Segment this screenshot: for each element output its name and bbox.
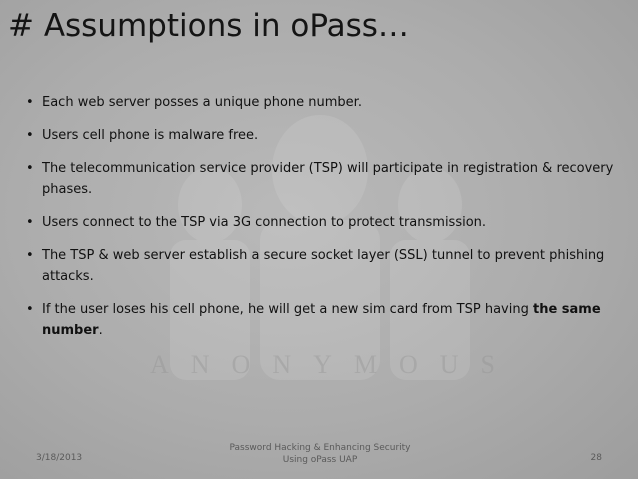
bullet-text: Each web server posses a unique phone number.: [42, 95, 362, 110]
bullet-item-2: [26, 125, 616, 146]
bullet-text: The telecommunication service provider (TSP) will participate in registration & recovery phases.: [42, 161, 614, 197]
page-number: 28: [590, 453, 602, 463]
bullet-icon: •: [26, 95, 34, 110]
bullet-item-1: [26, 92, 616, 113]
bullet-text: Users connect to the TSP via 3G connection to protect transmission.: [42, 215, 487, 230]
bullet-text-before: If the user loses his cell phone, he will get a new sim card from TSP having: [42, 302, 533, 317]
bullet-item-4: [26, 212, 616, 233]
bullet-icon: •: [26, 161, 34, 176]
bullet-text-after: .: [98, 323, 103, 338]
footer-date: 3/18/2013: [36, 453, 83, 463]
bullet-text: Users cell phone is malware free.: [42, 128, 259, 143]
bullet-text: The TSP & web server establish a secure socket layer (SSL) tunnel to prevent phishing attacks.: [42, 248, 605, 284]
bullet-item-5: [26, 245, 616, 287]
watermark-text: ANONYMOUS: [150, 350, 518, 379]
bullet-icon: •: [26, 248, 34, 263]
bullet-icon: •: [26, 302, 34, 317]
bullet-icon: •: [26, 215, 34, 230]
bullet-item-3: [26, 158, 616, 200]
slide-title: # Assumptions in oPass…: [8, 8, 409, 44]
footer-title-line2: Using oPass UAP: [282, 455, 358, 465]
footer-title-line1: Password Hacking & Enhancing Security: [229, 443, 411, 453]
bullet-item-6: [26, 299, 616, 341]
footer-title: [200, 442, 440, 466]
bullet-text-bold: the same number: [42, 302, 601, 338]
bullet-list: [26, 92, 616, 353]
bullet-icon: •: [26, 128, 34, 143]
